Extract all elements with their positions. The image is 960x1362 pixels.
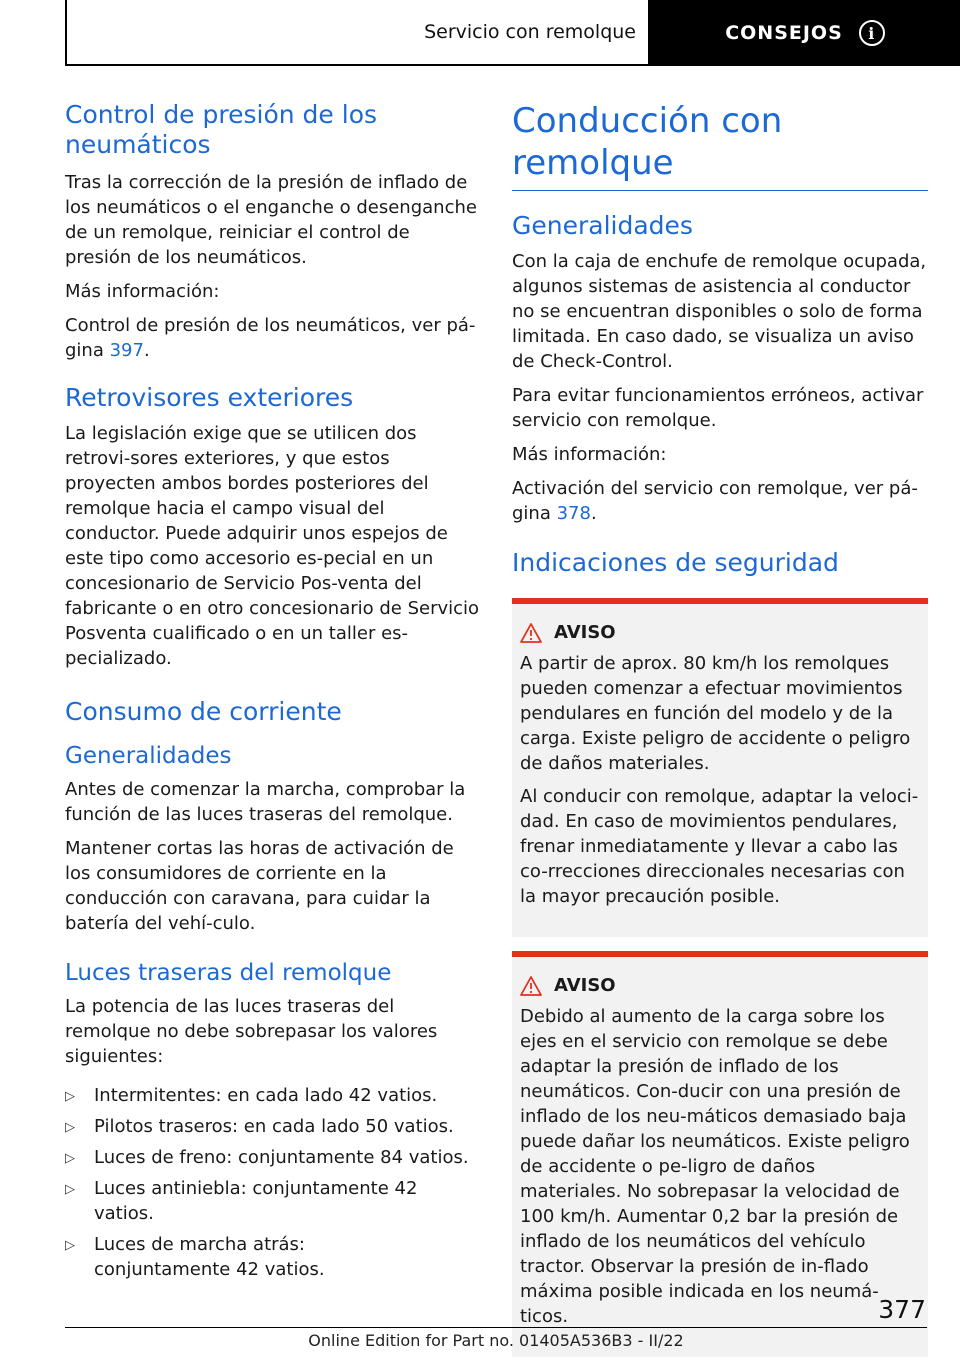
- footer-edition: Online Edition for Part no. 01405A536B3 - II/22: [308, 1331, 684, 1350]
- right-page-link[interactable]: 378: [556, 503, 591, 524]
- warning-title: AVISO: [554, 975, 616, 996]
- list-item: ▷ Luces de marcha atrás: conjuntamente 42 vatios.: [65, 1234, 325, 1280]
- trailer-lights-list: [65, 1083, 480, 1282]
- triangle-bullet-icon: ▷: [65, 1120, 75, 1135]
- warning-box-1: [512, 598, 928, 937]
- mirrors-paragraph: La legislación exige que se utilicen dos retrovi-sores exteriores, y que estos proyecten ambos bordes posteriores del remolque hacia el campo visual del conductor. Puede adquirir unos espejos de este tipo como accesorio es-pecial en un concesionario de Servicio Pos-venta del fabricante o en otro concesionario de Servicio Posventa cualificado o en un taller es-pecializado.: [65, 423, 480, 669]
- page-number: 377: [878, 1295, 926, 1324]
- main-heading: Conducción con remolque: [512, 101, 783, 183]
- tpms-page-link[interactable]: 397: [109, 340, 144, 361]
- list-item: ▷ Pilotos traseros: en cada lado 50 vatios.: [65, 1114, 480, 1139]
- triangle-bullet-icon: ▷: [65, 1089, 75, 1104]
- right-general-paragraph-1: Con la caja de enchufe de remolque ocupada, algunos sistemas de asistencia al conductor no se encuentran disponibles o solo de forma limitada. En caso dado, se visualiza un aviso de Check-Control.: [512, 251, 927, 372]
- list-item: ▷ Intermitentes: en cada lado 42 vatios.: [65, 1083, 480, 1108]
- tpms-paragraph: Tras la corrección de la presión de inflado de los neumáticos o el enganche o desenganche de un remolque, reiniciar el control de presión de los neumáticos.: [65, 172, 477, 268]
- right-general-paragraph-2: Para evitar funcionamientos erróneos, activar servicio con remolque.: [512, 385, 924, 431]
- footer-rule: [65, 1327, 927, 1328]
- tpms-heading: Control de presión de los neumáticos: [65, 100, 378, 159]
- warning-box-2: [512, 951, 928, 1357]
- info-circle-icon: i: [859, 20, 885, 46]
- warning-title: AVISO: [554, 622, 616, 643]
- main-heading-rule: [512, 190, 928, 191]
- tpms-more-info: Más información:: [65, 281, 220, 302]
- header-chapter-label: CONSEJOS: [725, 22, 843, 44]
- header-chapter-tab: [650, 0, 960, 66]
- warning-header: [520, 975, 920, 996]
- list-item: ▷ Luces antiniebla: conjuntamente 42 vatios.: [65, 1178, 418, 1224]
- right-reference-text: Activación del servicio con remolque, ver pá-gina: [512, 478, 918, 524]
- left-column: [65, 100, 480, 1288]
- warning-2-paragraph-1: Debido al aumento de la carga sobre los ejes en el servicio con remolque se debe adaptar la presión de inflado de los neumáticos. Con-ducir con una presión de inflado de los neu-máticos demasiado baja puede dañar los neumáticos. Existe peligro de accidente o pe-ligro de daños materiales. No sobrepasar la velocidad de 100 km/h. Aumentar 0,2 bar la presión de inflado de los neumáticos del vehículo tractor. Observar la presión de in-flado máxima posible indicada en los neumá-ticos.: [520, 1006, 910, 1327]
- right-reference: Activación del servicio con remolque, ver pá-gina 378.: [512, 478, 918, 524]
- header-section-title: Servicio con remolque: [424, 21, 636, 43]
- header-bottom-rule: [65, 64, 650, 66]
- page-header: [65, 0, 960, 66]
- warning-1-paragraph-2: Al conducir con remolque, adaptar la veloci-dad. En caso de movimientos pendulares, frenar inmediatamente y llevar a cabo las co-rrecciones direccionales necesarias con la mayor precaución posible.: [520, 786, 919, 907]
- warning-triangle-icon: [520, 623, 542, 643]
- triangle-bullet-icon: ▷: [65, 1151, 75, 1166]
- right-column: [512, 100, 928, 1357]
- mirrors-heading: Retrovisores exteriores: [65, 383, 354, 412]
- triangle-bullet-icon: ▷: [65, 1238, 75, 1253]
- warning-triangle-icon: [520, 976, 542, 996]
- warning-1-paragraph-1: A partir de aprox. 80 km/h los remolques pueden comenzar a efectuar movimientos pendulares en función del modelo y de la carga. Existe peligro de accidente o peligro de daños materiales.: [520, 653, 911, 774]
- list-item: ▷ Luces de freno: conjuntamente 84 vatios.: [65, 1145, 480, 1170]
- tpms-reference-text: Control de presión de los neumáticos, ver pá-gina: [65, 315, 476, 361]
- power-general-paragraph-2: Mantener cortas las horas de activación de los consumidores de corriente en la conducción con caravana, para cuidar la batería del vehí-culo.: [65, 838, 454, 934]
- tpms-reference: Control de presión de los neumáticos, ver pá-gina 397.: [65, 315, 476, 361]
- right-more-info: Más información:: [512, 444, 667, 465]
- power-general-heading: Generalidades: [65, 743, 232, 769]
- power-heading: Consumo de corriente: [65, 697, 342, 726]
- trailer-lights-paragraph: La potencia de las luces traseras del remolque no debe sobrepasar los valores siguientes:: [65, 996, 438, 1067]
- power-general-paragraph-1: Antes de comenzar la marcha, comprobar la función de las luces traseras del remolque.: [65, 779, 466, 825]
- trailer-lights-heading: Luces traseras del remolque: [65, 960, 392, 986]
- warning-header: [520, 622, 920, 643]
- right-general-heading: Generalidades: [512, 211, 693, 240]
- triangle-bullet-icon: ▷: [65, 1182, 75, 1197]
- safety-heading: Indicaciones de seguridad: [512, 548, 839, 577]
